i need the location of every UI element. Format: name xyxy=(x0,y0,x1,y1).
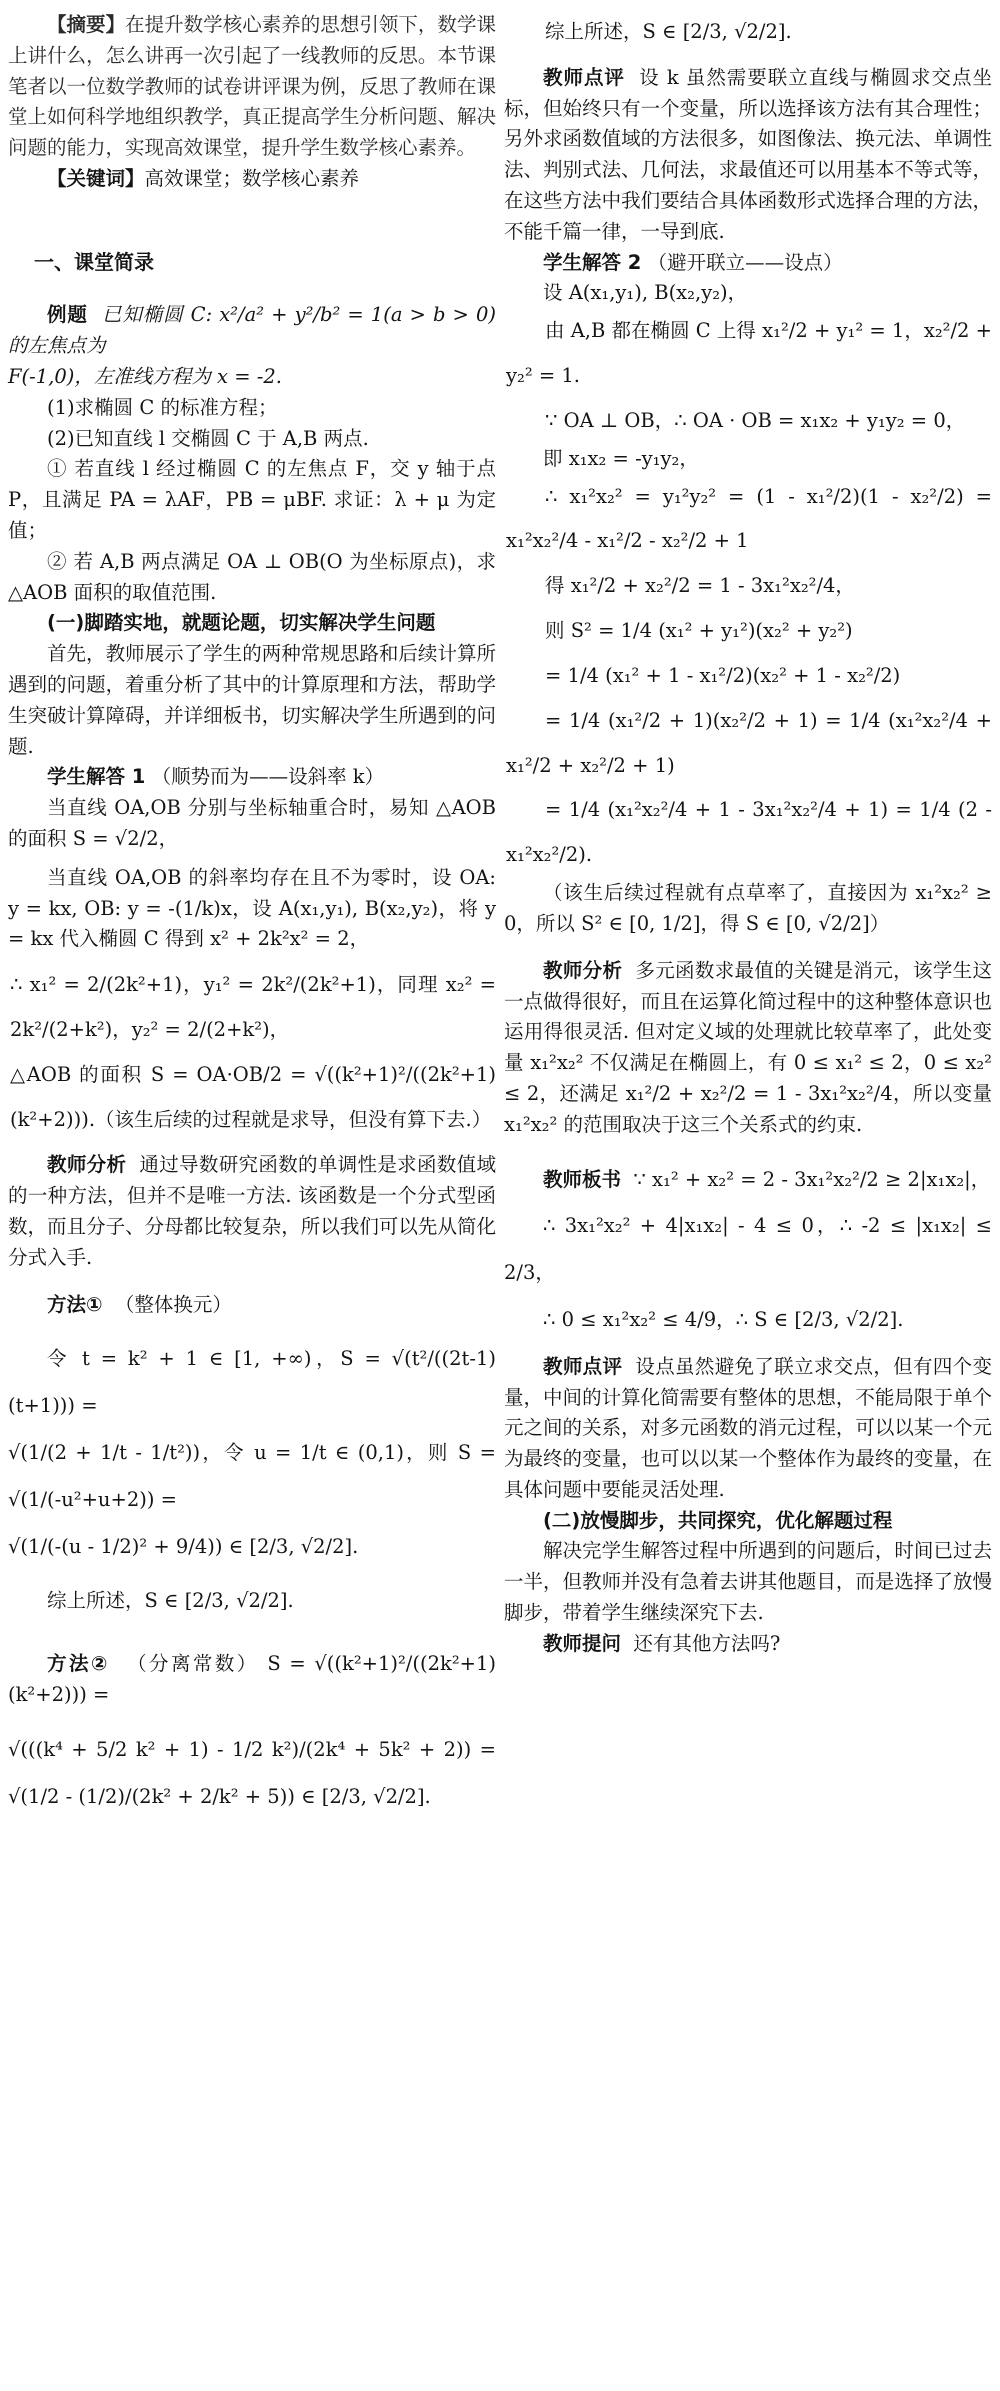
left-column xyxy=(8,10,496,1820)
teacher-analysis-2 xyxy=(504,956,992,1141)
student2-l9: = 1/4 (x₁²/2 + 1)(x₂²/2 + 1) = 1/4 (x₁²x₂²/4 + x₁²/2 + x₂²/2 + 1) xyxy=(506,708,992,777)
example-q2: (2)已知直线 l 交椭圆 C 于 A,B 两点. xyxy=(47,426,369,450)
teacher-question-text: 还有其他方法吗? xyxy=(633,1631,781,1655)
method2-sub: （分离常数） xyxy=(127,1652,259,1676)
teacher-comment-2-text: 设点虽然避免了联立求交点，但有四个变量，中间的计算化简需要有整体的思想，不能局限于单个元之间的关系，对多元函数的消元过程，可以以某一个元为最终的变量，也可以以某一个整体作为最终的变量，在具体问题中要能灵活处理. xyxy=(504,1354,992,1501)
student1-heading xyxy=(8,762,496,793)
teacher-analysis-2-lead: 教师分析 xyxy=(543,958,623,982)
student1-lead: 学生解答 1 xyxy=(47,765,146,789)
student2-l6: 得 x₁²/2 + x₂²/2 = 1 - 3x₁²x₂²/4， xyxy=(545,574,855,598)
method2-eq2: √(((k⁴ + 5/2 k² + 1) - 1/2 k²)/(2k⁴ + 5k² + 2)) = √(1/2 - (1/2)/(2k² + 2/k² + 5)) ∈ [2/3, √2/2]. xyxy=(8,1737,496,1808)
student1-note: .（该生后续的过程就是求导，但没有算下去.） xyxy=(88,1107,492,1131)
section-title: 一、课堂简录 xyxy=(34,249,154,274)
method1-eq1: 令 t = k² + 1 ∈ [1, +∞)，S = √(t²/((2t-1)(t+1))) = xyxy=(8,1347,496,1418)
student1-sub: （顺势而为——设斜率 k） xyxy=(151,765,385,789)
method1-heading xyxy=(8,1290,496,1321)
method2-lead: 方法② xyxy=(47,1652,110,1676)
teacher-comment-2-lead: 教师点评 xyxy=(543,1354,623,1378)
keywords xyxy=(8,164,496,195)
student1-p2: 当直线 OA,OB 的斜率均存在且不为零时，设 OA: y = kx, OB: y = -(1/k)x，设 A(x₁,y₁), B(x₂,y₂)，将 y = kx 代入椭圆 C 得到 x² + 2k²x² = 2， xyxy=(8,865,496,951)
part1-title: (一)脚踏实地，就题论题，切实解决学生问题 xyxy=(47,611,436,635)
student2-l4: 即 x₁x₂ = -y₁y₂， xyxy=(543,446,699,470)
method2-eq1: S = √((k²+1)²/((2k²+1)(k²+2))) = xyxy=(8,1652,496,1707)
teacher-analysis-2-text: 多元函数求最值的关键是消元，该学生这一点做得很好，而且在运算化简过程中的这种整体意识也运用得很灵活. 但对定义域的处理就比较草率了，此处变量 x₁²x₂² 不仅满足在椭圆上，有 0 ≤ x₁² ≤ 2，0 ≤ x₂² ≤ 2，还满足 x₁²/2 + x₂²/2 = 1 - 3x₁²x₂²/4，所以变量 x₁²x₂² 的范围取决于这三个关系式的约束. xyxy=(504,958,992,1136)
example-q2a: ① 若直线 l 经过椭圆 C 的左焦点 F，交 y 轴于点 P，且满足 PA = λAF，PB = μBF. 求证：λ + μ 为定值； xyxy=(8,457,496,542)
right-conclusion: 综上所述，S ∈ [2/3, √2/2]. xyxy=(545,20,792,43)
student1-area: △AOB 的面积 S = OA·OB/2 = √((k²+1)²/((2k²+1)(k²+2))) xyxy=(10,1062,496,1131)
example-lead: 例题 xyxy=(47,303,88,327)
teacher-comment-1 xyxy=(504,63,992,248)
student1-eq1: ∴ x₁² = 2/(2k²+1)，y₁² = 2k²/(2k²+1)，同理 x₂² = 2k²/(2+k²)，y₂² = 2/(2+k²)， xyxy=(10,973,496,1041)
teacher-question-lead: 教师提问 xyxy=(543,1631,622,1655)
teacher-analysis-1-text: 通过导数研究函数的单调性是求函数值域的一种方法，但并不是唯一方法. 该函数是一个分式型函数，而且分子、分母都比较复杂，所以我们可以先从简化分式入手. xyxy=(8,1153,496,1269)
example-text-1: 已知椭圆 C: x²/a² + y²/b² = 1(a > b > 0) 的左焦点为 xyxy=(8,303,496,358)
keywords-text: 高效课堂；数学核心素养 xyxy=(144,166,360,190)
method1-sub: （整体换元） xyxy=(114,1292,232,1316)
student2-l8: = 1/4 (x₁² + 1 - x₁²/2)(x₂² + 1 - x₂²/2) xyxy=(545,663,901,687)
board-l1-text: ∵ x₁² + x₂² = 2 - 3x₁²x₂²/2 ≥ 2|x₁x₂|， xyxy=(633,1167,991,1191)
method2-heading xyxy=(8,1649,496,1711)
student2-sub: （避开联立——设点） xyxy=(647,250,843,274)
example-q2b: ② 若 A,B 两点满足 OA ⊥ OB(O 为坐标原点)，求 △AOB 面积的取值范围. xyxy=(8,549,496,604)
abstract xyxy=(8,10,496,164)
keywords-tag: 【关键词】 xyxy=(47,166,145,190)
student2-l7: 则 S² = 1/4 (x₁² + y₁²)(x₂² + y₂²) xyxy=(545,619,853,643)
board-l3: ∴ 0 ≤ x₁²x₂² ≤ 4/9，∴ S ∈ [2/3, √2/2]. xyxy=(543,1307,904,1331)
method1-eq3: √(1/(-(u - 1/2)² + 9/4)) ∈ [2/3, √2/2]. xyxy=(8,1534,359,1558)
example-line2: F(-1,0)，左准线方程为 x = -2. xyxy=(8,364,282,388)
student2-heading xyxy=(504,248,992,279)
teacher-comment-2 xyxy=(504,1352,992,1506)
teacher-question xyxy=(504,1629,992,1660)
right-column xyxy=(504,10,992,1820)
student2-l10: = 1/4 (x₁²x₂²/4 + 1 - 3x₁²x₂²/4 + 1) = 1/4 (2 - x₁²x₂²/2). xyxy=(506,798,992,867)
part2-title: (二)放慢脚步，共同探究，优化解题过程 xyxy=(543,1508,893,1532)
board-l2: ∴ 3x₁²x₂² + 4|x₁x₂| - 4 ≤ 0，∴ -2 ≤ |x₁x₂| ≤ 2/3， xyxy=(504,1214,992,1285)
teacher-comment-1-text: 设 k 虽然需要联立直线与椭圆求交点坐标，但始终只有一个变量，所以选择该方法有其合理性；另外求函数值域的方法很多，如图像法、换元法、单调性法、判别式法、几何法，求最值还可以用基本不等式等，在这些方法中我们要结合具体函数形式选择合理的方法，不能千篇一律，一导到底. xyxy=(504,65,992,243)
part2-text: 解决完学生解答过程中所遇到的问题后，时间已过去一半，但教师并没有急着去讲其他题目，而是选择了放慢脚步，带着学生继续深究下去. xyxy=(504,1539,992,1625)
student1-eq2 xyxy=(8,1053,496,1143)
student2-l5: ∴ x₁²x₂² = y₁²y₂² = (1 - x₁²/2)(1 - x₂²/2) = x₁²x₂²/4 - x₁²/2 - x₂²/2 + 1 xyxy=(506,484,992,553)
student2-l1: 设 A(x₁,y₁), B(x₂,y₂)， xyxy=(543,281,748,305)
example-line1 xyxy=(8,300,496,362)
teacher-analysis-1-lead: 教师分析 xyxy=(47,1153,127,1177)
teacher-comment-1-lead: 教师点评 xyxy=(543,65,625,89)
student1-p1: 当直线 OA,OB 分别与坐标轴重合时，易知 △AOB 的面积 S = √2/2， xyxy=(8,796,496,850)
abstract-tag: 【摘要】 xyxy=(47,13,126,36)
abstract-text: 在提升数学核心素养的思想引领下，数学课上讲什么，怎么讲再一次引起了一线教师的反思。本节课笔者以一位数学教师的试卷讲评课为例，反思了教师在课堂上如何科学地组织教学，真正提高学生分析问题、解决问题的能力，实现高效课堂，提升学生数学核心素养。 xyxy=(8,13,496,160)
board-lead: 教师板书 xyxy=(543,1167,622,1191)
student2-lead: 学生解答 2 xyxy=(543,250,642,274)
method1-eq2: √(1/(2 + 1/t - 1/t²))，令 u = 1/t ∈ (0,1)，则 S = √(1/(-u²+u+2)) = xyxy=(8,1441,496,1511)
student2-l2: 由 A,B 都在椭圆 C 上得 x₁²/2 + y₁² = 1，x₂²/2 + y₂² = 1. xyxy=(506,319,992,388)
student2-l3: ∵ OA ⊥ OB，∴ OA · OB = x₁x₂ + y₁y₂ = 0， xyxy=(545,408,966,432)
method1-lead: 方法① xyxy=(47,1292,103,1316)
example-q1: (1)求椭圆 C 的标准方程； xyxy=(47,395,278,419)
method1-conclusion: 综上所述，S ∈ [2/3, √2/2]. xyxy=(47,1589,294,1613)
student2-note: （该生后续过程就有点草率了，直接因为 x₁²x₂² ≥ 0，所以 S² ∈ [0, 1/2]，得 S ∈ [0, √2/2]） xyxy=(504,881,992,935)
part1-intro: 首先，教师展示了学生的两种常规思路和后续计算所遇到的问题，着重分析了其中的计算原理和方法，帮助学生突破计算障碍，并详细板书，切实解决学生所遇到的问题. xyxy=(8,642,496,758)
teacher-analysis-1 xyxy=(8,1150,496,1273)
board-l1 xyxy=(504,1157,992,1204)
